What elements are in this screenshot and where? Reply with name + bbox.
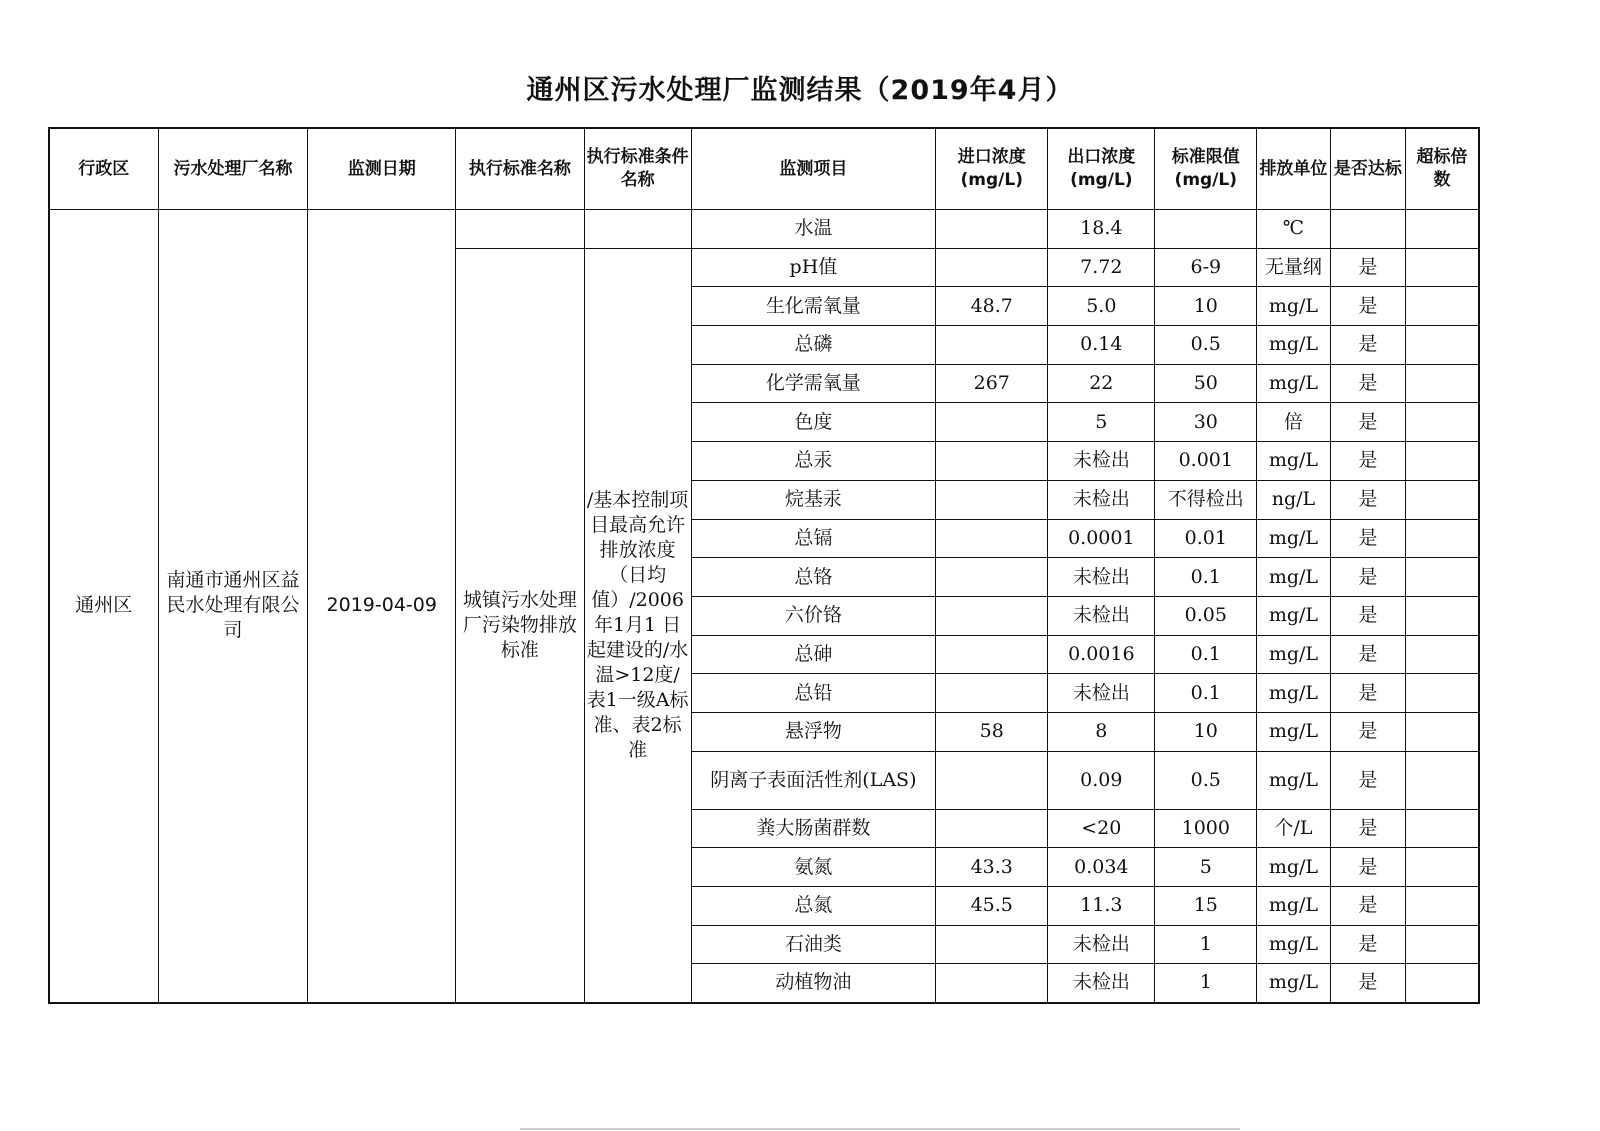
compliant-cell: 是 — [1330, 248, 1405, 287]
compliant-cell — [1330, 210, 1405, 249]
unit-cell: mg/L — [1257, 925, 1330, 964]
exceed-cell — [1406, 809, 1479, 848]
compliant-cell: 是 — [1330, 635, 1405, 674]
item-cell: 阴离子表面活性剂(LAS) — [691, 751, 936, 809]
exceed-cell — [1406, 326, 1479, 365]
unit-cell: mg/L — [1257, 442, 1330, 481]
outlet-cell: 未检出 — [1048, 964, 1155, 1003]
outlet-cell: 11.3 — [1048, 887, 1155, 926]
limit-cell: 0.05 — [1155, 596, 1257, 635]
limit-cell: 15 — [1155, 887, 1257, 926]
inlet-cell — [936, 809, 1048, 848]
exceed-cell — [1406, 848, 1479, 887]
limit-cell: 0.001 — [1155, 442, 1257, 481]
exceed-cell — [1406, 248, 1479, 287]
unit-cell: ng/L — [1257, 480, 1330, 519]
header-plant-name: 污水处理厂名称 — [158, 128, 308, 210]
exceed-cell — [1406, 712, 1479, 751]
exceed-cell — [1406, 887, 1479, 926]
compliant-cell: 是 — [1330, 848, 1405, 887]
item-cell: 动植物油 — [691, 964, 936, 1003]
limit-cell: 50 — [1155, 364, 1257, 403]
inlet-cell — [936, 210, 1048, 249]
outlet-cell: 7.72 — [1048, 248, 1155, 287]
unit-cell: ℃ — [1257, 210, 1330, 249]
scan-artifact — [520, 1128, 1240, 1130]
inlet-cell — [936, 964, 1048, 1003]
item-cell: 总砷 — [691, 635, 936, 674]
outlet-cell: 18.4 — [1048, 210, 1155, 249]
unit-cell: mg/L — [1257, 364, 1330, 403]
item-cell: 总汞 — [691, 442, 936, 481]
unit-cell: 个/L — [1257, 809, 1330, 848]
outlet-cell: 0.0016 — [1048, 635, 1155, 674]
condition-name-cell: /基本控制项目最高允许排放浓度（日均值）/2006 年1月1 日起建设的/水温>12度/表1一级A标准、表2标准 — [584, 248, 691, 1002]
limit-cell: 0.01 — [1155, 519, 1257, 558]
item-cell: pH值 — [691, 248, 936, 287]
header-inlet: 进口浓度(mg/L) — [936, 128, 1048, 210]
limit-cell: 10 — [1155, 287, 1257, 326]
outlet-cell: <20 — [1048, 809, 1155, 848]
unit-cell: mg/L — [1257, 751, 1330, 809]
unit-cell: mg/L — [1257, 848, 1330, 887]
inlet-cell — [936, 751, 1048, 809]
header-limit: 标准限值(mg/L) — [1155, 128, 1257, 210]
inlet-cell — [936, 480, 1048, 519]
outlet-cell: 未检出 — [1048, 558, 1155, 597]
outlet-cell: 未检出 — [1048, 480, 1155, 519]
inlet-cell: 48.7 — [936, 287, 1048, 326]
exceed-cell — [1406, 364, 1479, 403]
compliant-cell: 是 — [1330, 558, 1405, 597]
header-compliant: 是否达标 — [1330, 128, 1405, 210]
compliant-cell: 是 — [1330, 364, 1405, 403]
compliant-cell: 是 — [1330, 674, 1405, 713]
inlet-cell: 45.5 — [936, 887, 1048, 926]
unit-cell: 倍 — [1257, 403, 1330, 442]
compliant-cell: 是 — [1330, 287, 1405, 326]
limit-cell: 0.1 — [1155, 674, 1257, 713]
outlet-cell: 0.0001 — [1048, 519, 1155, 558]
item-cell: 烷基汞 — [691, 480, 936, 519]
limit-cell: 0.5 — [1155, 751, 1257, 809]
compliant-cell: 是 — [1330, 519, 1405, 558]
header-unit: 排放单位 — [1257, 128, 1330, 210]
plant-name-cell: 南通市通州区益民水处理有限公司 — [158, 210, 308, 1003]
inlet-cell — [936, 442, 1048, 481]
outlet-cell: 5 — [1048, 403, 1155, 442]
outlet-cell: 0.09 — [1048, 751, 1155, 809]
outlet-cell: 0.14 — [1048, 326, 1155, 365]
unit-cell: mg/L — [1257, 326, 1330, 365]
exceed-cell — [1406, 442, 1479, 481]
inlet-cell: 267 — [936, 364, 1048, 403]
item-cell: 石油类 — [691, 925, 936, 964]
unit-cell: mg/L — [1257, 635, 1330, 674]
header-region: 行政区 — [49, 128, 158, 210]
compliant-cell: 是 — [1330, 925, 1405, 964]
outlet-cell: 未检出 — [1048, 596, 1155, 635]
limit-cell: 0.1 — [1155, 558, 1257, 597]
item-cell: 悬浮物 — [691, 712, 936, 751]
inlet-cell — [936, 403, 1048, 442]
limit-cell: 1000 — [1155, 809, 1257, 848]
outlet-cell: 8 — [1048, 712, 1155, 751]
exceed-cell — [1406, 210, 1479, 249]
table-row — [49, 210, 1479, 249]
inlet-cell: 58 — [936, 712, 1048, 751]
item-cell: 六价铬 — [691, 596, 936, 635]
limit-cell: 1 — [1155, 964, 1257, 1003]
inlet-cell — [936, 635, 1048, 674]
inlet-cell — [936, 326, 1048, 365]
exceed-cell — [1406, 480, 1479, 519]
item-cell: 总氮 — [691, 887, 936, 926]
item-cell: 水温 — [691, 210, 936, 249]
monitoring-results-table — [48, 127, 1480, 1004]
limit-cell: 1 — [1155, 925, 1257, 964]
item-cell: 总镉 — [691, 519, 936, 558]
date-cell: 2019-04-09 — [308, 210, 456, 1003]
item-cell: 氨氮 — [691, 848, 936, 887]
table-header-row — [49, 128, 1479, 210]
item-cell: 总铬 — [691, 558, 936, 597]
condition-name-empty-cell — [584, 210, 691, 249]
exceed-cell — [1406, 925, 1479, 964]
inlet-cell: 43.3 — [936, 848, 1048, 887]
inlet-cell — [936, 558, 1048, 597]
inlet-cell — [936, 674, 1048, 713]
header-standard-name: 执行标准名称 — [456, 128, 584, 210]
limit-cell: 0.5 — [1155, 326, 1257, 365]
page-title: 通州区污水处理厂监测结果（2019年4月） — [526, 75, 1074, 106]
header-exceed: 超标倍数 — [1406, 128, 1479, 210]
exceed-cell — [1406, 558, 1479, 597]
item-cell: 粪大肠菌群数 — [691, 809, 936, 848]
header-outlet: 出口浓度(mg/L) — [1048, 128, 1155, 210]
exceed-cell — [1406, 674, 1479, 713]
inlet-cell — [936, 925, 1048, 964]
item-cell: 生化需氧量 — [691, 287, 936, 326]
inlet-cell — [936, 248, 1048, 287]
item-cell: 色度 — [691, 403, 936, 442]
exceed-cell — [1406, 964, 1479, 1003]
standard-name-empty-cell — [456, 210, 584, 249]
region-cell: 通州区 — [49, 210, 158, 1003]
compliant-cell: 是 — [1330, 751, 1405, 809]
exceed-cell — [1406, 519, 1479, 558]
limit-cell: 5 — [1155, 848, 1257, 887]
limit-cell: 0.1 — [1155, 635, 1257, 674]
exceed-cell — [1406, 287, 1479, 326]
header-date: 监测日期 — [308, 128, 456, 210]
inlet-cell — [936, 596, 1048, 635]
compliant-cell: 是 — [1330, 480, 1405, 519]
item-cell: 总铅 — [691, 674, 936, 713]
inlet-cell — [936, 519, 1048, 558]
header-item: 监测项目 — [691, 128, 936, 210]
unit-cell: mg/L — [1257, 596, 1330, 635]
exceed-cell — [1406, 403, 1479, 442]
compliant-cell: 是 — [1330, 596, 1405, 635]
outlet-cell: 未检出 — [1048, 674, 1155, 713]
outlet-cell: 5.0 — [1048, 287, 1155, 326]
unit-cell: mg/L — [1257, 519, 1330, 558]
outlet-cell: 22 — [1048, 364, 1155, 403]
limit-cell: 10 — [1155, 712, 1257, 751]
compliant-cell: 是 — [1330, 442, 1405, 481]
standard-name-cell: 城镇污水处理厂污染物排放标准 — [456, 248, 584, 1002]
item-cell: 化学需氧量 — [691, 364, 936, 403]
outlet-cell: 未检出 — [1048, 442, 1155, 481]
item-cell: 总磷 — [691, 326, 936, 365]
limit-cell: 30 — [1155, 403, 1257, 442]
header-condition-name: 执行标准条件名称 — [584, 128, 691, 210]
unit-cell: 无量纲 — [1257, 248, 1330, 287]
compliant-cell: 是 — [1330, 809, 1405, 848]
limit-cell: 不得检出 — [1155, 480, 1257, 519]
compliant-cell: 是 — [1330, 887, 1405, 926]
unit-cell: mg/L — [1257, 712, 1330, 751]
compliant-cell: 是 — [1330, 712, 1405, 751]
compliant-cell: 是 — [1330, 964, 1405, 1003]
compliant-cell: 是 — [1330, 403, 1405, 442]
exceed-cell — [1406, 751, 1479, 809]
limit-cell — [1155, 210, 1257, 249]
unit-cell: mg/L — [1257, 674, 1330, 713]
exceed-cell — [1406, 635, 1479, 674]
exceed-cell — [1406, 596, 1479, 635]
unit-cell: mg/L — [1257, 887, 1330, 926]
compliant-cell: 是 — [1330, 326, 1405, 365]
unit-cell: mg/L — [1257, 287, 1330, 326]
unit-cell: mg/L — [1257, 558, 1330, 597]
limit-cell: 6-9 — [1155, 248, 1257, 287]
outlet-cell: 未检出 — [1048, 925, 1155, 964]
outlet-cell: 0.034 — [1048, 848, 1155, 887]
unit-cell: mg/L — [1257, 964, 1330, 1003]
